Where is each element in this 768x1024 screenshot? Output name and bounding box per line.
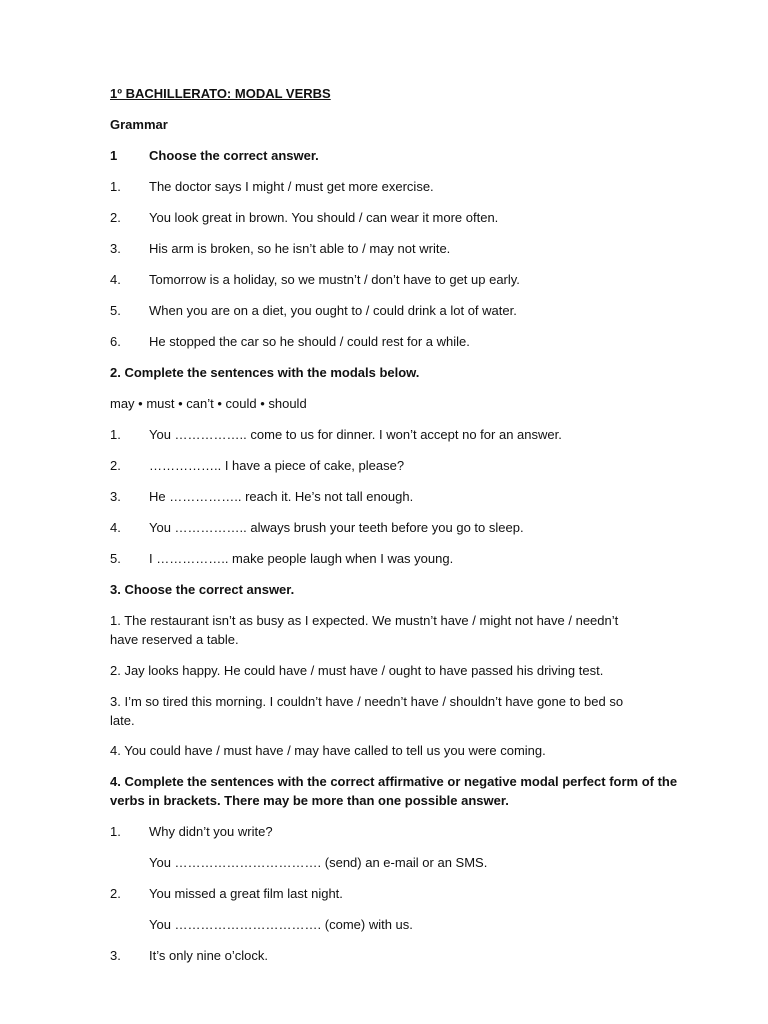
list-item-text-continued: have reserved a table. [110, 632, 239, 647]
list-item-number: 2. [110, 210, 121, 225]
list-item-text-continued: late. [110, 713, 135, 728]
list-item-number: 4. [110, 272, 121, 287]
list-item-number: 2. [110, 886, 121, 901]
list-item-number: 3. [110, 948, 121, 963]
list-item-number: 1. [110, 427, 121, 442]
list-item-text: 1. The restaurant isn’t as busy as I expected. We mustn’t have / might not have / needn’t [110, 613, 619, 628]
list-item-number: 1. [110, 824, 121, 839]
list-item-number: 5. [110, 303, 121, 318]
list-item-text: I …………….. make people laugh when I was young. [149, 551, 454, 566]
answer-line: You ……………………………. (send) an e-mail or an SMS. [149, 855, 488, 870]
list-item-text: You look great in brown. You should / can wear it more often. [149, 210, 499, 225]
exercise-4-heading-continued: verbs in brackets. There may be more than one possible answer. [110, 793, 509, 808]
exercise-3-heading: 3. Choose the correct answer. [110, 582, 295, 597]
exercise-2-heading: 2. Complete the sentences with the modals below. [110, 365, 420, 380]
list-item-text: You …………….. always brush your teeth before you go to sleep. [149, 520, 524, 535]
list-item-number: 3. [110, 241, 121, 256]
list-item-number: 1. [110, 179, 121, 194]
list-item-text: Why didn’t you write? [149, 824, 273, 839]
list-item-text: You …………….. come to us for dinner. I won’t accept no for an answer. [149, 427, 562, 442]
exercise-1-number: 1 [110, 148, 118, 163]
exercise-1-heading: Choose the correct answer. [149, 148, 319, 163]
section-heading: Grammar [110, 117, 168, 132]
list-item-text: It’s only nine o’clock. [149, 948, 268, 963]
exercise-4-heading: 4. Complete the sentences with the correct affirmative or negative modal perfect form of the [110, 774, 678, 789]
list-item-text: 4. You could have / must have / may have called to tell us you were coming. [110, 743, 546, 758]
list-item-number: 6. [110, 334, 121, 349]
list-item-text: He stopped the car so he should / could rest for a while. [149, 334, 470, 349]
document-title: 1º BACHILLERATO: MODAL VERBS [110, 86, 331, 101]
list-item-text: You missed a great film last night. [149, 886, 343, 901]
list-item-number: 4. [110, 520, 121, 535]
modal-word-bank: may • must • can’t • could • should [110, 396, 307, 411]
list-item-text: 2. Jay looks happy. He could have / must have / ought to have passed his driving test. [110, 663, 604, 678]
list-item-number: 2. [110, 458, 121, 473]
list-item-number: 5. [110, 551, 121, 566]
list-item-number: 3. [110, 489, 121, 504]
list-item-text: His arm is broken, so he isn’t able to / may not write. [149, 241, 451, 256]
list-item-text: Tomorrow is a holiday, so we mustn’t / don’t have to get up early. [149, 272, 520, 287]
list-item-text: He …………….. reach it. He’s not tall enough. [149, 489, 414, 504]
list-item-text: The doctor says I might / must get more exercise. [149, 179, 434, 194]
list-item-text: When you are on a diet, you ought to / could drink a lot of water. [149, 303, 517, 318]
answer-line: You ……………………………. (come) with us. [149, 917, 413, 932]
list-item-text: …………….. I have a piece of cake, please? [149, 458, 405, 473]
list-item-text: 3. I’m so tired this morning. I couldn’t have / needn’t have / shouldn’t have gone to bed so [110, 694, 624, 709]
